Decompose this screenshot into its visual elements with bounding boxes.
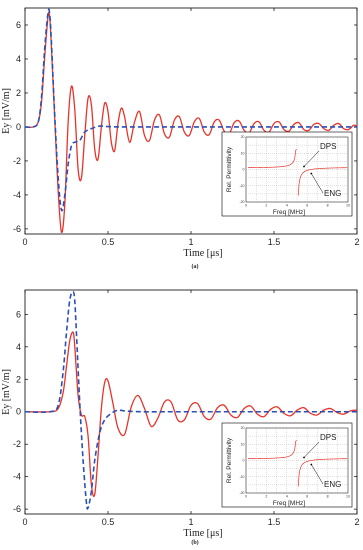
x-tick-label: 2 xyxy=(354,237,360,247)
x-tick-label: 1.5 xyxy=(267,517,281,527)
x-axis-label: Time [μs] xyxy=(183,248,223,259)
figure-caption: (b) xyxy=(191,540,199,546)
inset-x-label: Freq [MHz] xyxy=(272,209,306,216)
y-tick-label: 2 xyxy=(15,374,21,385)
dps-arrow-head xyxy=(303,166,305,168)
y-tick-label: 6 xyxy=(15,19,21,30)
inset-y-tick: -20 xyxy=(239,200,245,205)
y-tick-label: 4 xyxy=(15,341,21,352)
inset-x-tick: 10 xyxy=(346,494,350,499)
y-tick-label: -6 xyxy=(12,504,21,515)
y-tick-label: 4 xyxy=(15,53,21,64)
inset-x-tick: 6 xyxy=(306,494,309,499)
dps-annotation: DPS xyxy=(320,142,337,151)
inset-panel xyxy=(222,423,352,507)
y-axis-label: Ey [mV/m] xyxy=(1,88,12,134)
inset-y-label: Rel. Permittivity xyxy=(226,146,233,193)
inset-x-tick: 8 xyxy=(326,494,329,499)
x-tick-label: 0.5 xyxy=(101,517,115,527)
inset-y-label: Rel. Permittivity xyxy=(226,437,233,484)
inset-x-label: Freq [MHz] xyxy=(272,500,306,507)
dps-arrow-head xyxy=(303,457,305,459)
x-tick-label: 1.5 xyxy=(267,237,281,247)
x-tick-label: 1 xyxy=(188,517,194,527)
inset-panel xyxy=(222,132,352,216)
x-axis-label: Time [μs] xyxy=(183,528,223,539)
x-tick-label: 1 xyxy=(188,237,194,247)
inset-y-tick: 10 xyxy=(240,442,245,447)
y-tick-label: 0 xyxy=(15,406,21,417)
inset-x-tick: 4 xyxy=(285,494,288,499)
y-tick-label: -6 xyxy=(12,223,21,234)
chart-b xyxy=(0,278,363,550)
y-tick-label: 2 xyxy=(15,87,21,98)
y-tick-label: -2 xyxy=(12,439,21,450)
inset-x-tick: 2 xyxy=(265,203,268,208)
inset-y-tick: 0 xyxy=(242,458,245,463)
inset-y-tick: -10 xyxy=(239,474,245,479)
inset-x-tick: 4 xyxy=(285,203,288,208)
inset-x-tick: 0 xyxy=(245,494,247,499)
inset-x-tick: 2 xyxy=(265,494,268,499)
inset-y-tick: -20 xyxy=(239,491,245,496)
inset-y-tick: -10 xyxy=(239,183,245,188)
eng-annotation: ENG xyxy=(324,480,342,489)
dps-annotation: DPS xyxy=(320,433,337,442)
inset-y-tick: 20 xyxy=(240,135,245,140)
inset-x-tick: 6 xyxy=(306,203,309,208)
y-axis-label: Ey [mV/m] xyxy=(1,369,12,415)
y-tick-label: -4 xyxy=(12,471,21,482)
inset-x-tick: 8 xyxy=(326,203,329,208)
inset-y-tick: 10 xyxy=(240,151,245,156)
x-tick-label: 0 xyxy=(22,237,28,247)
inset-x-tick: 10 xyxy=(346,203,350,208)
x-tick-label: 2 xyxy=(354,517,360,527)
y-tick-label: 6 xyxy=(15,309,21,320)
x-tick-label: 0 xyxy=(22,517,28,527)
eng-annotation: ENG xyxy=(324,189,342,198)
inset-y-tick: 0 xyxy=(242,167,245,172)
figure-caption: (a) xyxy=(191,264,199,270)
y-tick-label: -2 xyxy=(12,155,21,166)
x-tick-label: 0.5 xyxy=(101,237,115,247)
y-tick-label: -4 xyxy=(12,189,21,200)
inset-y-tick: 20 xyxy=(240,426,245,431)
inset-x-tick: 0 xyxy=(245,203,247,208)
y-tick-label: 0 xyxy=(15,121,21,132)
eng-arrow-head xyxy=(310,464,312,466)
eng-arrow-head xyxy=(310,173,312,175)
